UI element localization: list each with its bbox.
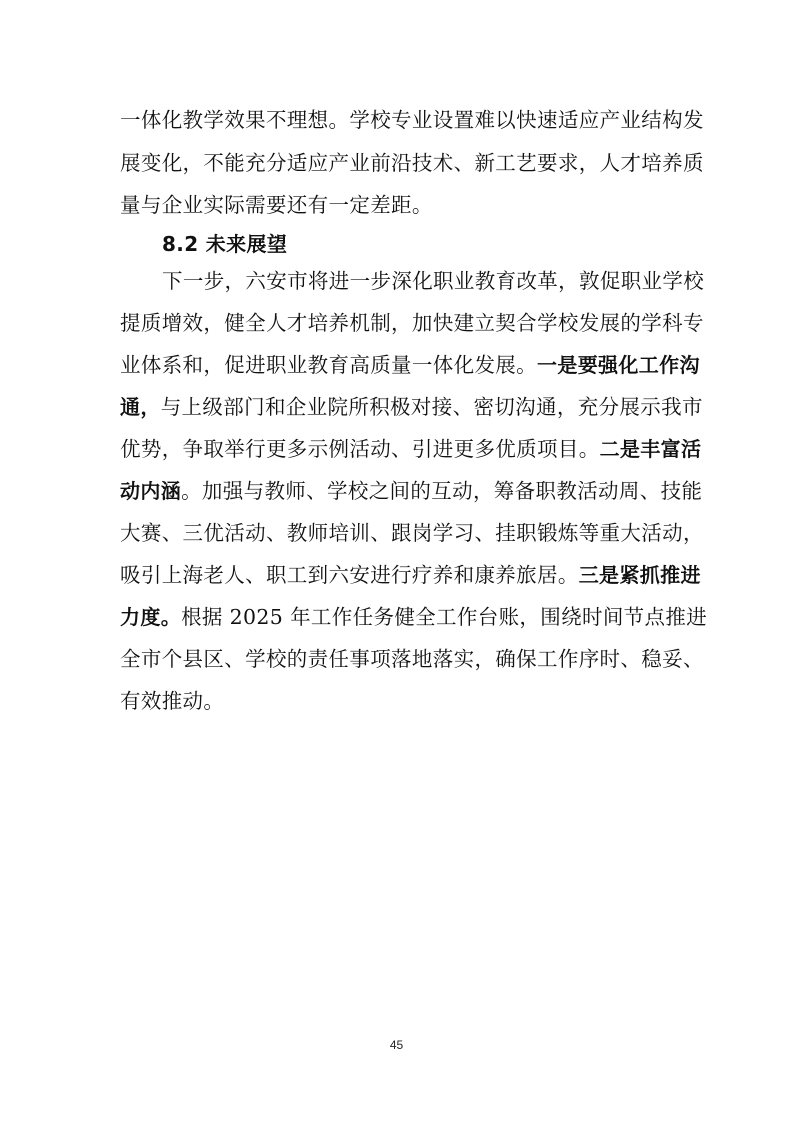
emphasis-text: 一是要强化工作沟 [537, 353, 700, 377]
plain-text: 与上级部门和企业院所积极对接、密切沟通，充分展示我市 [160, 395, 703, 419]
plain-text: 根据 2025 年工作任务健全工作台账，围绕时间节点推进 [181, 605, 708, 629]
body-text-line [120, 349, 700, 381]
body-text-line [120, 391, 703, 423]
emphasis-text: 三是紧抓推进 [578, 563, 701, 587]
plain-text: 。加强与教师、学校之间的互动，筹备职教活动周、技能 [181, 479, 703, 503]
body-text-line [120, 601, 708, 633]
plain-text: 吸引上海老人、职工到六安进行疗养和康养旅居。 [120, 563, 579, 587]
body-text-line: 全市个县区、学校的责任事项落地落实，确保工作序时、稳妥、 [120, 647, 704, 671]
page-number: 45 [389, 1038, 404, 1052]
body-text-line: 一体化教学效果不理想。学校专业设置难以快速适应产业结构发 [120, 108, 704, 132]
body-text-line: 有效推动。 [120, 689, 225, 713]
body-text-line: 量与企业实际需要还有一定差距。 [120, 193, 433, 217]
body-text-line: 下一步，六安市将进一步深化职业教育改革，敦促职业学校 [162, 269, 705, 293]
plain-text: 业体系和，促进职业教育高质量一体化发展。 [120, 353, 537, 377]
section-heading: 8.2 未来展望 [162, 232, 288, 256]
emphasis-text: 二是丰富活 [599, 437, 702, 461]
body-text-line: 大赛、三优活动、教师培训、跟岗学习、挂职锻炼等重大活动， [120, 521, 704, 545]
emphasis-text: 通， [120, 395, 161, 419]
body-text-line [120, 475, 703, 507]
body-text-line [120, 433, 702, 465]
emphasis-text: 力度。 [120, 605, 182, 629]
plain-text: 优势，争取举行更多示例活动、引进更多优质项目。 [120, 437, 600, 461]
body-text-line: 提质增效，健全人才培养机制，加快建立契合学校发展的学科专 [120, 311, 704, 335]
body-text-line [120, 559, 701, 591]
emphasis-text: 动内涵 [120, 479, 182, 503]
body-text-line: 展变化，不能充分适应产业前沿技术、新工艺要求，人才培养质 [120, 151, 704, 175]
